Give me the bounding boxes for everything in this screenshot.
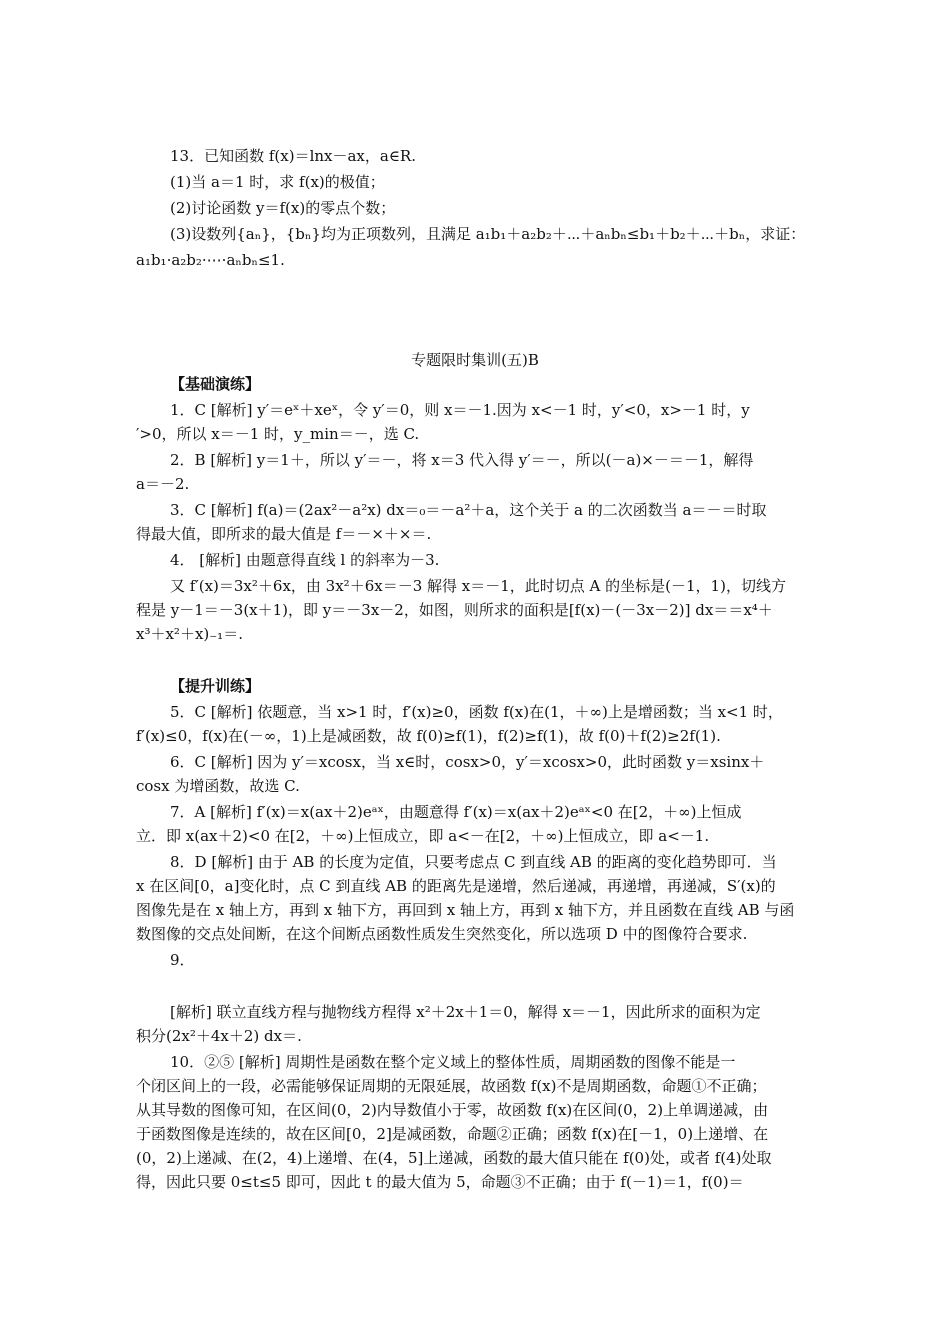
answer-line: 9． (170, 951, 195, 969)
answer-line: 6．C [解析] 因为 y′＝xcosx，当 x∈时，cosx>0，y′＝xcosx>0，此时函数 y＝xsinx＋ (170, 753, 765, 771)
problem-13-statement: 13．已知函数 f(x)＝lnx－ax，a∈R. (170, 147, 416, 165)
answer-line: cosx 为增函数，故选 C. (136, 777, 300, 795)
answer-line: x³＋x²＋x)₋₁＝. (136, 625, 243, 643)
answer-line: 个闭区间上的一段，必需能够保证周期的无限延展，故函数 f(x)不是周期函数，命题①不正确； (136, 1077, 767, 1095)
answer-line: 又 f′(x)＝3x²＋6x，由 3x²＋6x＝－3 解得 x＝－1，此时切点 A 的坐标是(－1，1)，切线方 (170, 577, 786, 595)
section-title: 专题限时集训(五)B (411, 351, 539, 369)
answer-line: 8．D [解析] 由于 AB 的长度为定值，只要考虑点 C 到直线 AB 的距离的变化趋势即可．当 (170, 853, 777, 871)
answer-line: 立．即 x(ax＋2)<0 在[2，＋∞)上恒成立，即 a<－在[2，＋∞)上恒成立，即 a<－1. (136, 827, 710, 845)
answer-line: f′(x)≤0，f(x)在(－∞，1)上是减函数，故 f(0)≥f(1)，f(2)≥f(1)，故 f(0)＋f(2)≥2f(1). (136, 727, 721, 745)
answer-line: 图像先是在 x 轴上方，再到 x 轴下方，再回到 x 轴上方，再到 x 轴下方，并且函数在直线 AB 与函 (136, 901, 795, 919)
problem-13-part-1: (1)当 a＝1 时，求 f(x)的极值； (170, 173, 385, 191)
answer-line: 积分(2x²＋4x＋2) dx＝. (136, 1027, 302, 1045)
answer-line: ′>0，所以 x＝－1 时，y_min＝－，选 C. (136, 425, 420, 443)
answer-line: a＝－2. (136, 475, 190, 493)
answer-line: 于函数图像是连续的，故在区间[0，2]是减函数，命题②正确；函数 f(x)在[－1，0)上递增、在 (136, 1125, 769, 1143)
answer-line: 得，因此只要 0≤t≤5 即可，因此 t 的最大值为 5，命题③不正确；由于 f(－1)＝1，f(0)＝ (136, 1173, 744, 1191)
answer-line: 数图像的交点处间断，在这个间断点函数性质发生突然变化，所以选项 D 中的图像符合要求. (136, 925, 748, 943)
answer-line: 2．B [解析] y＝1＋，所以 y′＝－，将 x＝3 代入得 y′＝－，所以(－a)×－＝－1，解得 (170, 451, 754, 469)
answer-line: 程是 y－1＝－3(x＋1)，即 y＝－3x－2，如图，则所求的面积是[f(x)－(－3x－2)] dx＝＝x⁴＋ (136, 601, 773, 619)
problem-13-part-3: (3)设数列{aₙ}，{bₙ}均为正项数列，且满足 a₁b₁＋a₂b₂＋⋯＋aₙbₙ≤b₁＋b₂＋⋯＋bₙ，求证： (170, 225, 806, 243)
answer-line: 5．C [解析] 依题意，当 x>1 时，f′(x)≥0，函数 f(x)在(1，＋∞)上是增函数；当 x<1 时， (170, 703, 783, 721)
answer-line: 7．A [解析] f′(x)＝x(ax＋2)eᵃˣ，由题意得 f′(x)＝x(ax＋2)eᵃˣ<0 在[2，＋∞)上恒成 (170, 803, 742, 821)
problem-13-part-3-cont: a₁b₁·a₂b₂·⋯·aₙbₙ≤1. (136, 251, 285, 269)
answer-line: [解析] 联立直线方程与抛物线方程得 x²＋2x＋1＝0，解得 x＝－1，因此所求的面积为定 (170, 1003, 761, 1021)
answer-line: 得最大值，即所求的最大值是 f＝－×＋×＝. (136, 525, 432, 543)
answer-line: x 在区间[0，a]变化时，点 C 到直线 AB 的距离先是递增，然后递减，再递增，再递减，S′(x)的 (136, 877, 776, 895)
answer-line: (0，2)上递减、在(2，4)上递增、在(4，5]上递减，函数的最大值只能在 f(0)处，或者 f(4)处取 (136, 1149, 772, 1167)
answer-line: 10．②⑤ [解析] 周期性是函数在整个定义域上的整体性质，周期函数的图像不能是一 (170, 1053, 736, 1071)
answer-line: 4． [解析] 由题意得直线 l 的斜率为－3. (170, 551, 440, 569)
basic-practice-heading: 【基础演练】 (170, 375, 261, 393)
answer-line: 1．C [解析] y′＝eˣ＋xeˣ，令 y′＝0，则 x＝－1.因为 x<－1 时，y′<0，x>－1 时，y (170, 401, 750, 419)
answer-line: 3．C [解析] f(a)＝(2ax²－a²x) dx＝₀＝－a²＋a，这个关于 a 的二次函数当 a＝－＝时取 (170, 501, 767, 519)
problem-13-part-2: (2)讨论函数 y＝f(x)的零点个数； (170, 199, 396, 217)
advanced-training-heading: 【提升训练】 (170, 677, 261, 695)
answer-line: 从其导数的图像可知，在区间(0，2)内导数值小于零，故函数 f(x)在区间(0，2)上单调递减，由 (136, 1101, 769, 1119)
